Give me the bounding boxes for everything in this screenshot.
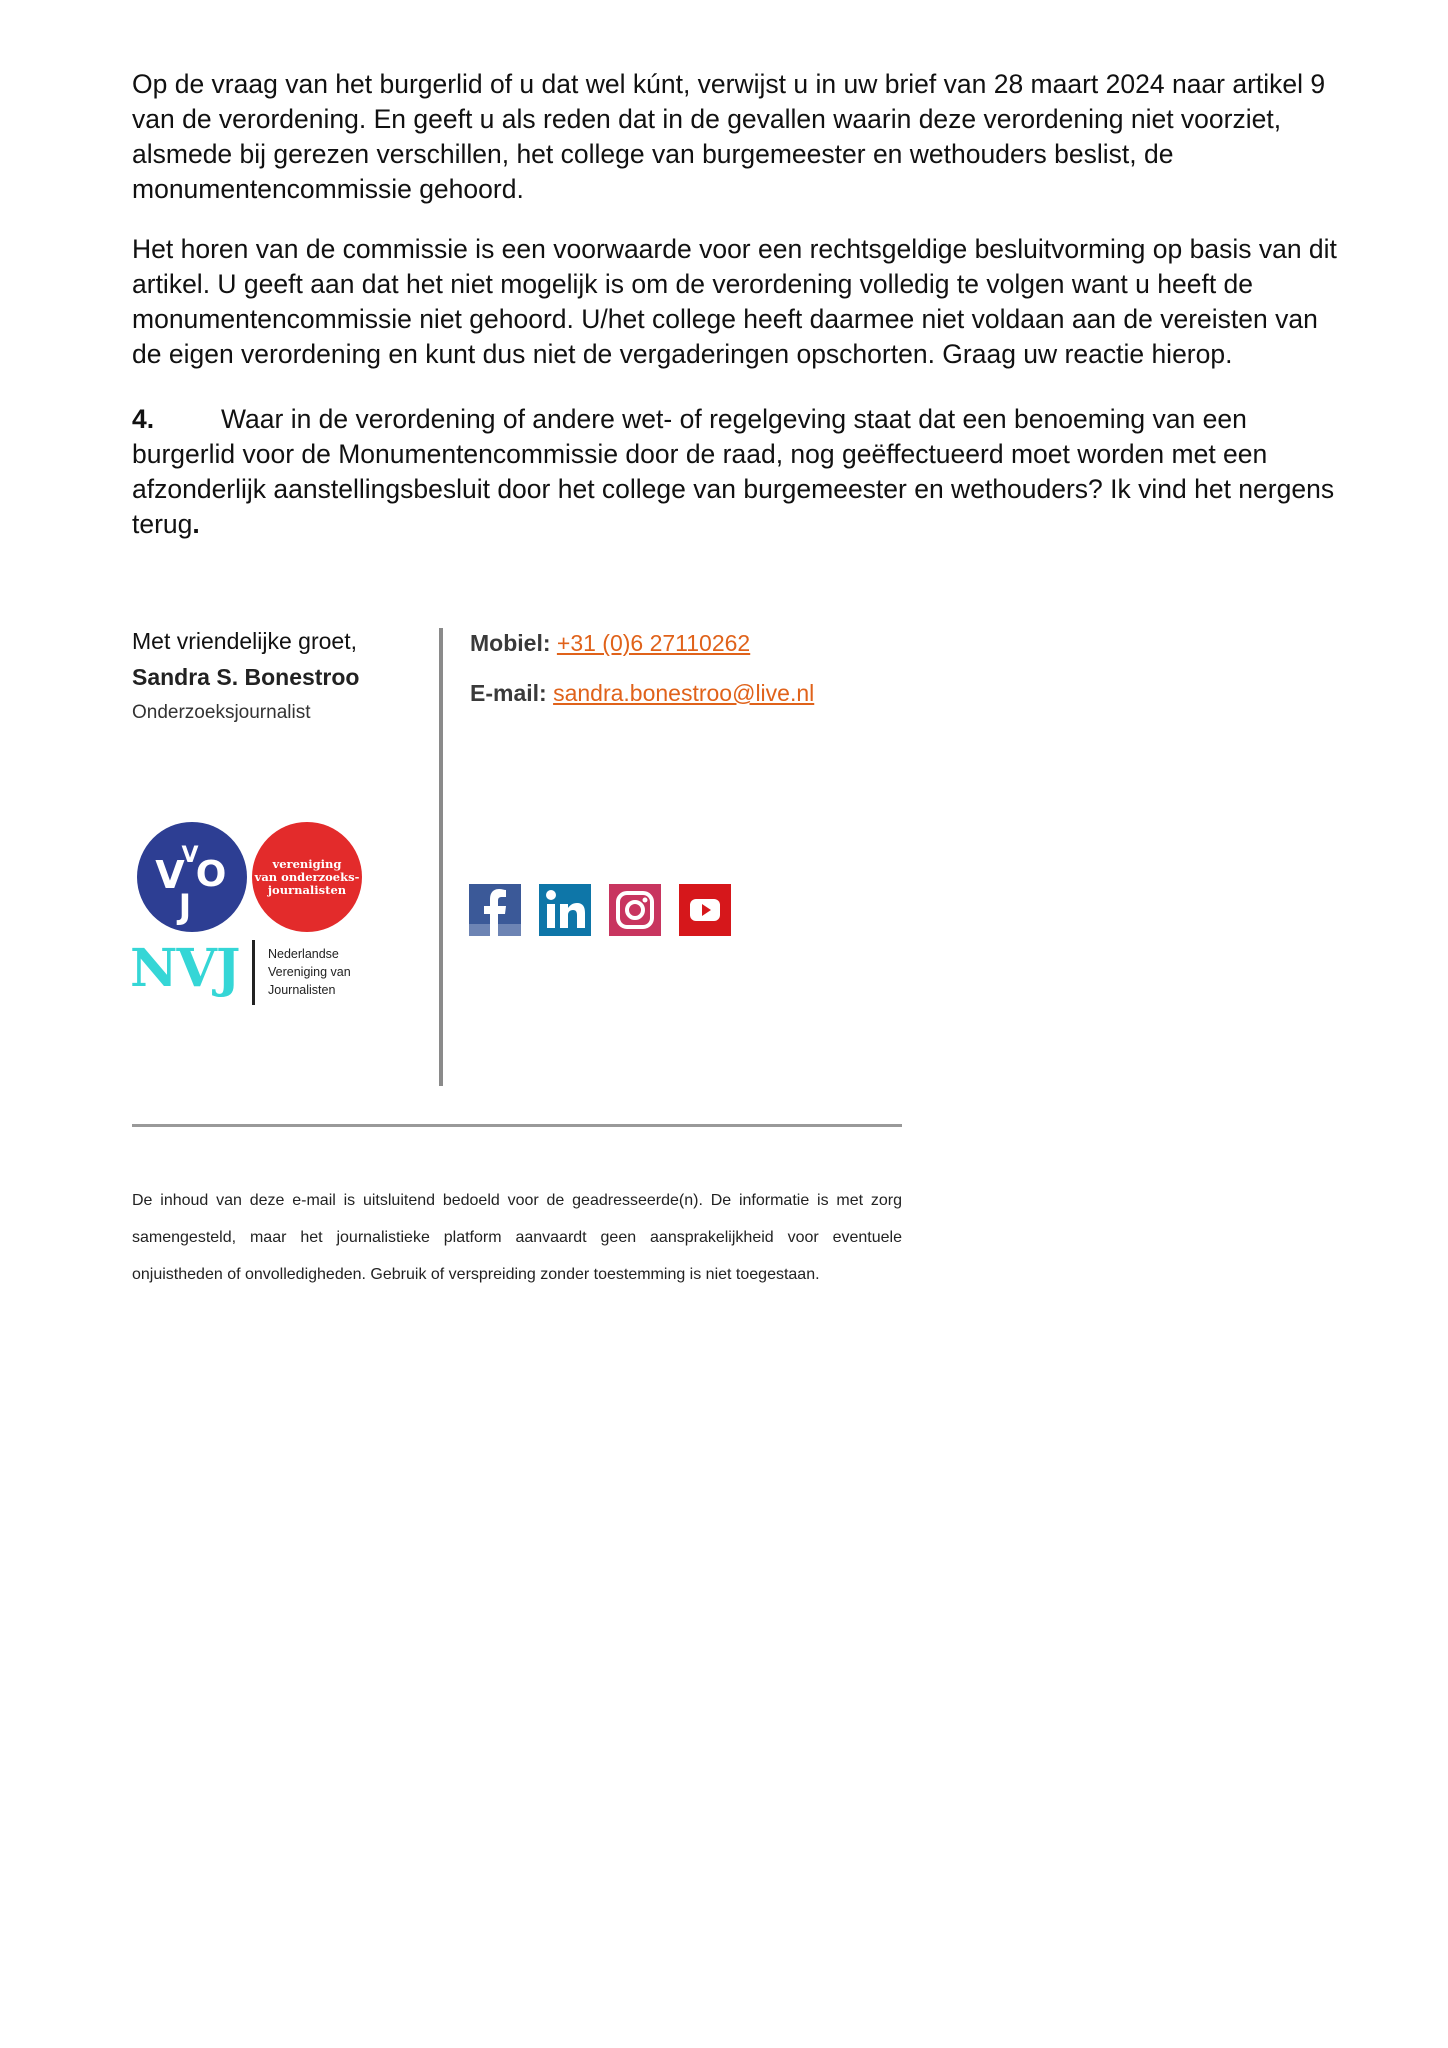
youtube-icon[interactable] xyxy=(679,884,731,936)
svg-text:V: V xyxy=(155,853,185,897)
linkedin-icon[interactable] xyxy=(539,884,591,936)
svg-text:V: V xyxy=(181,843,199,868)
vvoj-monogram-icon xyxy=(137,822,247,932)
email-link[interactable]: sandra.bonestroo@live.nl xyxy=(553,680,815,706)
nvj-logo: NVJ xyxy=(130,938,240,999)
svg-text:O: O xyxy=(195,854,227,895)
contact-mobile xyxy=(470,630,750,657)
email-disclaimer: De inhoud van deze e-mail is uitsluitend bedoeld voor de geadresseerde(n). De informatie is met zorg samengesteld, maar het journalistieke platform aanvaardt geen aansprakelijkheid voor eventuele onjuistheden of onvolledigheden. Gebruik of verspreiding zonder toestemming is niet toegestaan. xyxy=(132,1192,902,1283)
question-number: 4. xyxy=(132,404,155,434)
question-4 xyxy=(132,402,1342,542)
signature-role: Onderzoeksjournalist xyxy=(132,702,311,723)
paragraph-commission-hearing: Het horen van de commissie is een voorwaarde voor een rechtsgeldige besluitvorming op basis van dit artikel. U geeft aan dat het niet mogelijk is om de verordening volledig te volgen want u heeft de monumentencommissie niet gehoord. U/het college heeft daarmee niet voldaan aan de vereisten van de eigen verordening en kunt dus niet de vergaderingen opschorten. Graag uw reactie hierop. xyxy=(132,234,1337,369)
vvoj-logo xyxy=(137,822,247,932)
facebook-icon[interactable] xyxy=(469,884,521,936)
signature-closing: Met vriendelijke groet, xyxy=(132,628,357,654)
vvoj-name-text: vereniging van onderzoeks- journalisten xyxy=(254,857,360,897)
mobile-label: Mobiel: xyxy=(470,630,551,656)
paragraph-article-9: Op de vraag van het burgerlid of u dat wel kúnt, verwijst u in uw brief van 28 maart 2024 naar artikel 9 van de verordening. En geeft u als reden dat in de gevallen waarin deze verordening niet voorziet, alsmede bij gerezen verschillen, het college van burgemeester en wethouders beslist, de monumentencommissie gehoord. xyxy=(132,69,1326,204)
mobile-link[interactable]: +31 (0)6 27110262 xyxy=(556,630,751,656)
footer-divider xyxy=(132,1124,902,1127)
signature-name: Sandra S. Bonestroo xyxy=(132,664,360,690)
question-4-period: . xyxy=(192,509,200,539)
question-4-text: Waar in de verordening of andere wet- of regelgeving staat dat een benoeming van een burgerlid voor de Monumentencommissie door de raad, nog geëffectueerd moet worden met een afzonderlijk aanstellingsbesluit door het college van burgemeester en wethouders? Ik vind het nergens terug xyxy=(132,404,1335,539)
email-label: E-mail: xyxy=(470,680,547,706)
contact-email xyxy=(470,680,814,707)
svg-text:J: J xyxy=(178,887,192,927)
nvj-name-text: Nederlandse Vereniging van Journalisten xyxy=(268,947,351,997)
signature-divider xyxy=(439,628,443,1086)
nvj-divider xyxy=(252,940,255,1005)
instagram-icon[interactable] xyxy=(609,884,661,936)
